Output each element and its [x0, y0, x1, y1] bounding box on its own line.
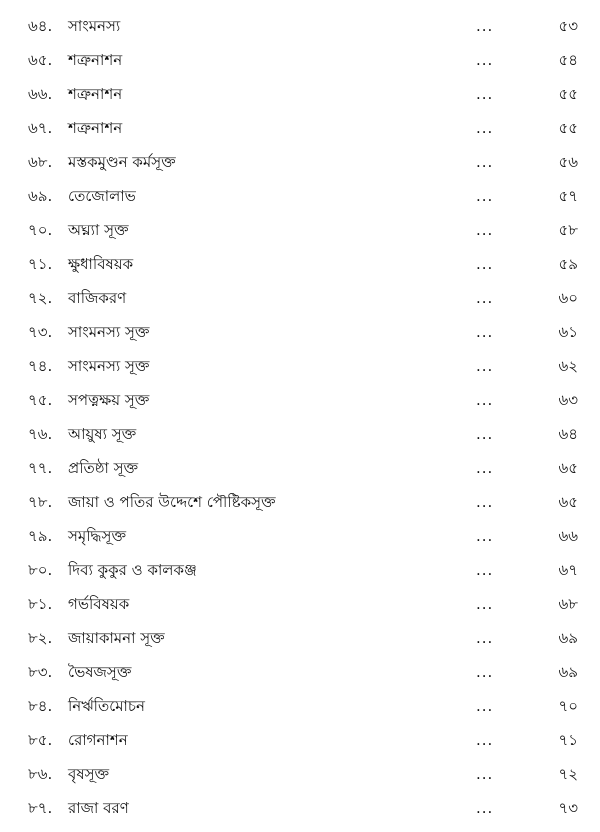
toc-entry: [0, 723, 600, 757]
entry-leader-dots: ...: [476, 799, 494, 817]
entry-title: নির্ঋতিমোচন: [68, 697, 145, 715]
entry-title: সপত্নক্ষয় সূক্ত: [68, 391, 150, 409]
entry-number: ৬৬.: [28, 85, 53, 103]
entry-leader-dots: ...: [476, 391, 494, 409]
toc-entry: [0, 77, 600, 111]
entry-number: ৭২.: [28, 289, 53, 307]
entry-title: জায়াকামনা সূক্ত: [68, 629, 165, 647]
toc-entry: [0, 757, 600, 791]
entry-leader-dots: ...: [476, 289, 494, 307]
toc-entry: [0, 519, 600, 553]
entry-title: সাংমনস্য সূক্ত: [68, 323, 150, 341]
entry-number: ৮৫.: [28, 731, 53, 749]
entry-number: ৮৭.: [28, 799, 53, 817]
entry-page-number: ৭০: [558, 697, 578, 715]
entry-leader-dots: ...: [476, 527, 494, 545]
entry-leader-dots: ...: [476, 255, 494, 273]
entry-number: ৭৮.: [28, 493, 53, 511]
entry-number: ৬৭.: [28, 119, 53, 137]
entry-page-number: ৬০: [558, 289, 578, 307]
entry-leader-dots: ...: [476, 493, 494, 511]
toc-entry: [0, 213, 600, 247]
toc-entry: [0, 485, 600, 519]
entry-page-number: ৫৯: [558, 255, 578, 273]
toc-entry: [0, 281, 600, 315]
entry-number: ৬৪.: [28, 17, 53, 35]
entry-leader-dots: ...: [476, 731, 494, 749]
entry-number: ৮৬.: [28, 765, 53, 783]
toc-entry: [0, 689, 600, 723]
entry-title: বৃষসূক্ত: [68, 765, 110, 783]
entry-number: ৬৫.: [28, 51, 53, 69]
entry-leader-dots: ...: [476, 187, 494, 205]
entry-title: সাংমনস্য সূক্ত: [68, 357, 150, 375]
entry-page-number: ৬৪: [558, 425, 578, 443]
entry-leader-dots: ...: [476, 663, 494, 681]
entry-title: ক্ষুধাবিষয়ক: [68, 255, 134, 273]
toc-entry: [0, 247, 600, 281]
entry-leader-dots: ...: [476, 697, 494, 715]
entry-number: ৭৬.: [28, 425, 53, 443]
entry-title: রাজা বরণ: [68, 799, 129, 817]
entry-title: বাজিকরণ: [68, 289, 127, 307]
entry-number: ৬৮.: [28, 153, 53, 171]
toc-entry: [0, 349, 600, 383]
entry-page-number: ৫৮: [558, 221, 578, 239]
entry-page-number: ৫৫: [558, 85, 578, 103]
entry-number: ৮০.: [28, 561, 53, 579]
entry-leader-dots: ...: [476, 425, 494, 443]
entry-page-number: ৬৯: [558, 629, 578, 647]
entry-page-number: ৫৫: [558, 119, 578, 137]
entry-title: সাংমনস্য: [68, 17, 121, 35]
entry-number: ৬৯.: [28, 187, 53, 205]
entry-title: মস্তকমুণ্ডন কর্মসূক্ত: [68, 153, 176, 171]
entry-leader-dots: ...: [476, 323, 494, 341]
entry-page-number: ৬৫: [558, 459, 578, 477]
entry-number: ৭৪.: [28, 357, 53, 375]
entry-leader-dots: ...: [476, 629, 494, 647]
entry-title: জায়া ও পতির উদ্দেশে পৌষ্টিকসূক্ত: [68, 493, 276, 511]
toc-entry: [0, 791, 600, 825]
entry-page-number: ৬৯: [558, 663, 578, 681]
entry-title: তেজোলাভ: [68, 187, 136, 205]
entry-page-number: ৫৪: [558, 51, 578, 69]
toc-entry: [0, 43, 600, 77]
entry-page-number: ৫৩: [558, 17, 578, 35]
toc-entry: [0, 111, 600, 145]
toc-entry: [0, 315, 600, 349]
toc-entry: [0, 9, 600, 43]
entry-page-number: ৬৬: [558, 527, 578, 545]
toc-entry: [0, 145, 600, 179]
toc-entry: [0, 655, 600, 689]
entry-title: সমৃদ্ধিসূক্ত: [68, 527, 127, 545]
entry-page-number: ৬৩: [558, 391, 578, 409]
entry-leader-dots: ...: [476, 357, 494, 375]
entry-leader-dots: ...: [476, 153, 494, 171]
entry-title: শত্রুনাশন: [68, 119, 123, 137]
entry-number: ৭১.: [28, 255, 53, 273]
entry-page-number: ৬২: [558, 357, 578, 375]
entry-number: ৮৩.: [28, 663, 53, 681]
entry-title: আয়ুষ্য সূক্ত: [68, 425, 137, 443]
entry-title: অঘ্ন্যা সূক্ত: [68, 221, 129, 239]
entry-number: ৭৯.: [28, 527, 53, 545]
entry-number: ৮৪.: [28, 697, 53, 715]
entry-number: ৭৩.: [28, 323, 53, 341]
entry-number: ৭৭.: [28, 459, 53, 477]
entry-number: ৭৫.: [28, 391, 53, 409]
toc-entry: [0, 587, 600, 621]
entry-page-number: ৬৭: [558, 561, 578, 579]
entry-page-number: ৬৫: [558, 493, 578, 511]
entry-title: ভৈষজসূক্ত: [68, 663, 132, 681]
entry-page-number: ৫৬: [558, 153, 578, 171]
entry-page-number: ৬৮: [558, 595, 578, 613]
entry-leader-dots: ...: [476, 765, 494, 783]
entry-title: দিব্য কুকুর ও কালকঞ্জ: [68, 561, 197, 579]
entry-page-number: ৭২: [558, 765, 578, 783]
toc-entry: [0, 417, 600, 451]
entry-leader-dots: ...: [476, 561, 494, 579]
entry-leader-dots: ...: [476, 221, 494, 239]
toc-entry: [0, 553, 600, 587]
toc-entry: [0, 621, 600, 655]
entry-leader-dots: ...: [476, 595, 494, 613]
entry-page-number: ৭১: [558, 731, 578, 749]
toc-entry: [0, 451, 600, 485]
entry-number: ৭০.: [28, 221, 53, 239]
toc-entry: [0, 179, 600, 213]
entry-number: ৮২.: [28, 629, 53, 647]
entry-number: ৮১.: [28, 595, 53, 613]
entry-page-number: ৬১: [558, 323, 578, 341]
entry-leader-dots: ...: [476, 51, 494, 69]
entry-leader-dots: ...: [476, 17, 494, 35]
entry-title: গর্ভবিষয়ক: [68, 595, 130, 613]
entry-page-number: ৫৭: [558, 187, 578, 205]
entry-title: রোগনাশন: [68, 731, 128, 749]
entry-leader-dots: ...: [476, 85, 494, 103]
entry-leader-dots: ...: [476, 459, 494, 477]
toc-entry: [0, 383, 600, 417]
entry-title: শত্রুনাশন: [68, 85, 123, 103]
entry-leader-dots: ...: [476, 119, 494, 137]
entry-page-number: ৭৩: [558, 799, 578, 817]
entry-title: শত্রুনাশন: [68, 51, 123, 69]
entry-title: প্রতিষ্ঠা সূক্ত: [68, 459, 139, 477]
